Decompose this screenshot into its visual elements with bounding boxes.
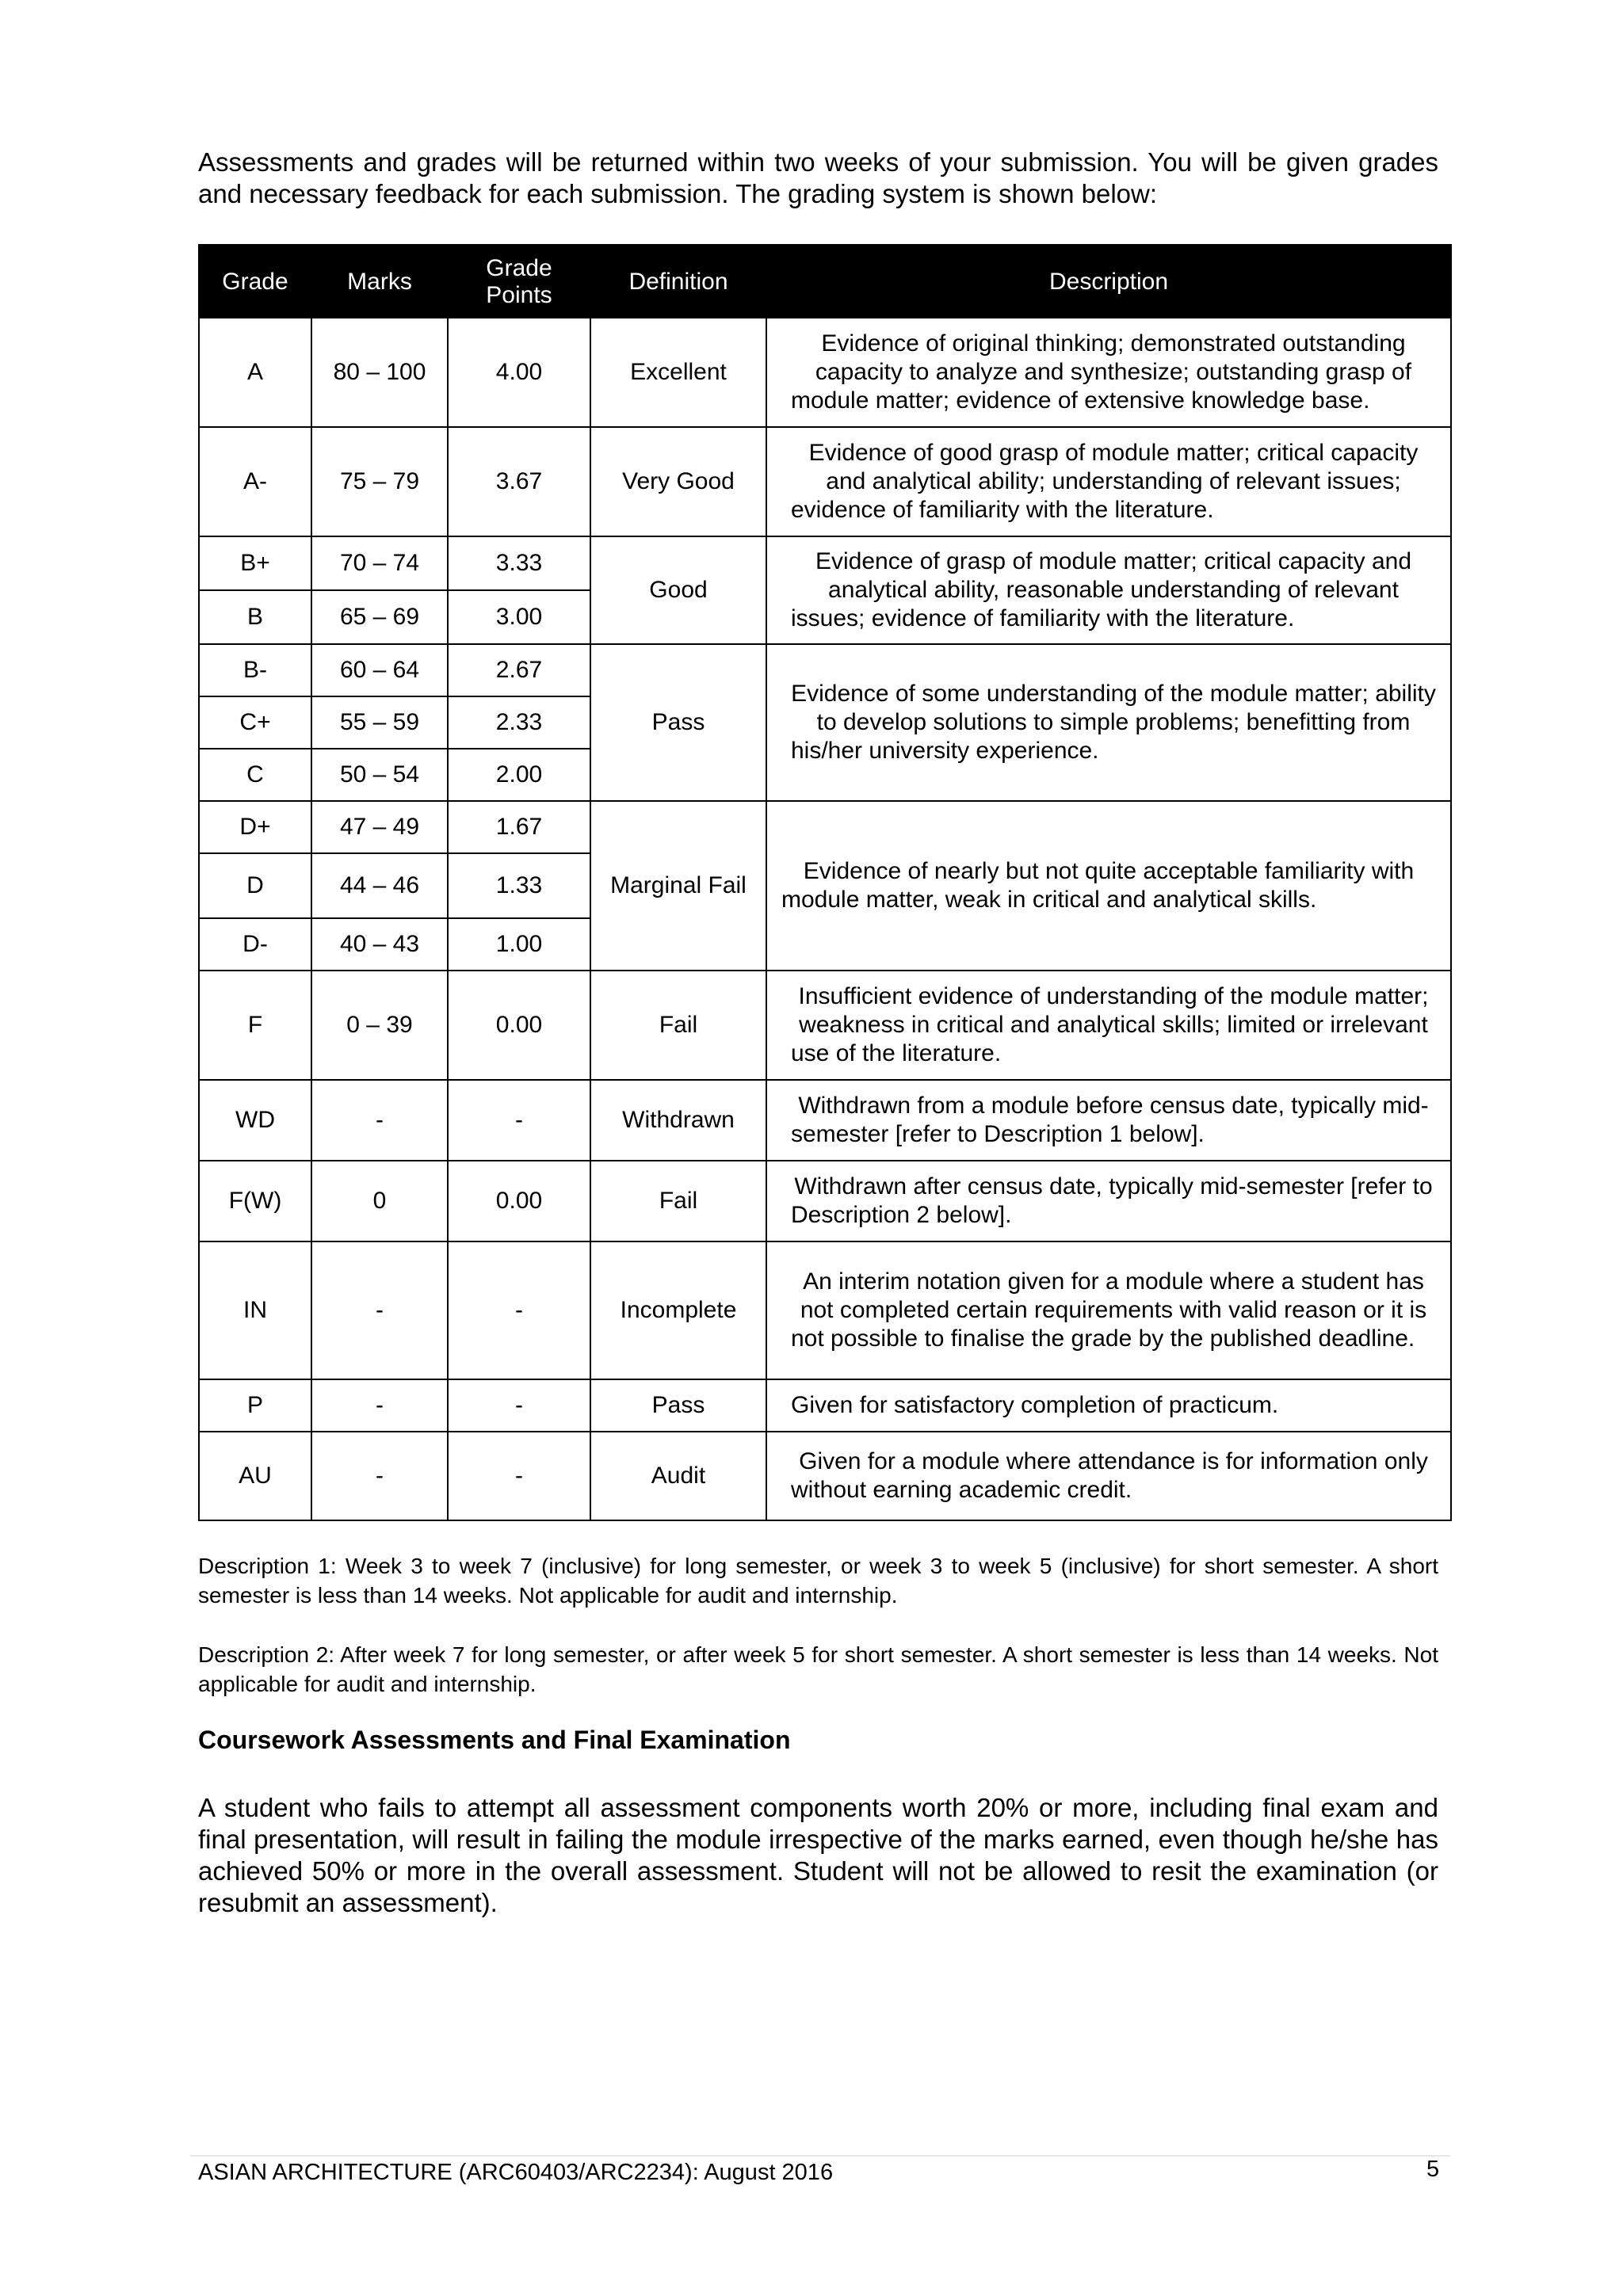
- points-cell: 0.00: [448, 1161, 590, 1241]
- grade-cell: D-: [199, 918, 311, 971]
- grade-cell: C: [199, 749, 311, 801]
- marks-cell: 60 – 64: [311, 644, 448, 696]
- header-grade-points: [448, 246, 590, 318]
- definition-cell: Pass: [590, 1379, 766, 1432]
- marks-cell: 0: [311, 1161, 448, 1241]
- description-cell: Evidence of good grasp of module matter; critical capacity and analytical ability; understanding of relevant issues; evidence of familiarity with the literature.: [766, 427, 1451, 536]
- description-2-note: Description 2: After week 7 for long semester, or after week 5 for short semester. A short semester is less than 14 weeks. Not applicable for audit and internship.: [198, 1642, 1438, 1696]
- definition-cell: Excellent: [590, 318, 766, 427]
- points-cell: -: [448, 1379, 590, 1432]
- table-row: [199, 536, 1451, 590]
- points-cell: 1.33: [448, 853, 590, 918]
- description-cell: Evidence of grasp of module matter; critical capacity and analytical ability, reasonable understanding of relevant issues; evidence of familiarity with the literature.: [766, 536, 1451, 644]
- description-cell: Withdrawn after census date, typically mid-semester [refer to Description 2 below].: [766, 1161, 1451, 1241]
- table-row: [199, 1241, 1451, 1379]
- definition-cell: Fail: [590, 971, 766, 1080]
- footer-course-title: ASIAN ARCHITECTURE (ARC60403/ARC2234): August 2016: [198, 2160, 834, 2185]
- marks-cell: 65 – 69: [311, 590, 448, 644]
- header-description: Description: [766, 246, 1451, 318]
- marks-cell: -: [311, 1241, 448, 1379]
- footer-divider: [190, 2155, 1450, 2157]
- points-cell: -: [448, 1080, 590, 1161]
- grade-cell: P: [199, 1379, 311, 1432]
- marks-cell: 47 – 49: [311, 801, 448, 853]
- definition-cell: Pass: [590, 644, 766, 801]
- marks-cell: 55 – 59: [311, 696, 448, 749]
- grade-cell: A: [199, 318, 311, 427]
- table-row: [199, 1432, 1451, 1520]
- header-points-line1: Grade: [486, 255, 552, 281]
- grade-cell: A-: [199, 427, 311, 536]
- marks-cell: -: [311, 1080, 448, 1161]
- intro-paragraph: Assessments and grades will be returned within two weeks of your submission. You will be given grades and necessary feedback for each submission. The grading system is shown below:: [198, 147, 1438, 208]
- marks-cell: -: [311, 1379, 448, 1432]
- points-cell: 0.00: [448, 971, 590, 1080]
- points-cell: -: [448, 1241, 590, 1379]
- points-cell: 2.67: [448, 644, 590, 696]
- table-row: [199, 801, 1451, 853]
- page-number: 5: [1426, 2157, 1440, 2182]
- grade-cell: B+: [199, 536, 311, 590]
- definition-cell: Very Good: [590, 427, 766, 536]
- points-cell: 1.00: [448, 918, 590, 971]
- grade-cell: B-: [199, 644, 311, 696]
- table-row: [199, 971, 1451, 1080]
- marks-cell: 70 – 74: [311, 536, 448, 590]
- grade-cell: F(W): [199, 1161, 311, 1241]
- marks-cell: 44 – 46: [311, 853, 448, 918]
- points-cell: 3.00: [448, 590, 590, 644]
- table-row: [199, 1080, 1451, 1161]
- description-cell: Evidence of nearly but not quite acceptable familiarity with module matter, weak in critical and analytical skills.: [766, 801, 1451, 971]
- description-cell: Given for satisfactory completion of practicum.: [766, 1379, 1451, 1432]
- description-cell: Insufficient evidence of understanding of the module matter; weakness in critical and analytical skills; limited or irrelevant use of the literature.: [766, 971, 1451, 1080]
- grade-cell: D+: [199, 801, 311, 853]
- grade-cell: F: [199, 971, 311, 1080]
- grade-cell: D: [199, 853, 311, 918]
- description-cell: Withdrawn from a module before census date, typically mid-semester [refer to Description 1 below].: [766, 1080, 1451, 1161]
- marks-cell: 0 – 39: [311, 971, 448, 1080]
- description-cell: Given for a module where attendance is for information only without earning academic credit.: [766, 1432, 1451, 1520]
- definition-cell: Marginal Fail: [590, 801, 766, 971]
- description-cell: An interim notation given for a module where a student has not completed certain requirements with valid reason or it is not possible to finalise the grade by the published deadline.: [766, 1241, 1451, 1379]
- definition-cell: Audit: [590, 1432, 766, 1520]
- points-cell: -: [448, 1432, 590, 1520]
- grade-cell: IN: [199, 1241, 311, 1379]
- grading-table: [198, 244, 1452, 1521]
- description-cell: Evidence of original thinking; demonstrated outstanding capacity to analyze and synthesize; outstanding grasp of module matter; evidence of extensive knowledge base.: [766, 318, 1451, 427]
- header-marks: Marks: [311, 246, 448, 318]
- points-cell: 4.00: [448, 318, 590, 427]
- points-cell: 1.67: [448, 801, 590, 853]
- marks-cell: 75 – 79: [311, 427, 448, 536]
- header-grade: Grade: [199, 246, 311, 318]
- table-row: [199, 644, 1451, 696]
- description-cell: Evidence of some understanding of the module matter; ability to develop solutions to simple problems; benefitting from his/her university experience.: [766, 644, 1451, 801]
- table-row: [199, 427, 1451, 536]
- description-1-note: Description 1: Week 3 to week 7 (inclusive) for long semester, or week 3 to week 5 (inclusive) for short semester. A short semester is less than 14 weeks. Not applicable for audit and internship.: [198, 1554, 1438, 1608]
- header-points-line2: Points: [486, 282, 552, 308]
- marks-cell: 40 – 43: [311, 918, 448, 971]
- points-cell: 3.67: [448, 427, 590, 536]
- marks-cell: -: [311, 1432, 448, 1520]
- table-row: [199, 1161, 1451, 1241]
- definition-cell: Incomplete: [590, 1241, 766, 1379]
- grade-cell: AU: [199, 1432, 311, 1520]
- grade-cell: C+: [199, 696, 311, 749]
- section-paragraph: A student who fails to attempt all assessment components worth 20% or more, including final exam and final presentation, will result in failing the module irrespective of the marks earned, even though he/she has achieved 50% or more in the overall assessment. Student will not be allowed to resit the examination (or resubmit an assessment).: [198, 1793, 1438, 1917]
- table-header-row: [199, 246, 1451, 318]
- table-row: [199, 1379, 1451, 1432]
- grade-cell: B: [199, 590, 311, 644]
- table-row: [199, 318, 1451, 427]
- definition-cell: Good: [590, 536, 766, 644]
- marks-cell: 80 – 100: [311, 318, 448, 427]
- definition-cell: Withdrawn: [590, 1080, 766, 1161]
- section-heading: Coursework Assessments and Final Examination: [198, 1726, 791, 1754]
- points-cell: 3.33: [448, 536, 590, 590]
- points-cell: 2.00: [448, 749, 590, 801]
- marks-cell: 50 – 54: [311, 749, 448, 801]
- points-cell: 2.33: [448, 696, 590, 749]
- header-definition: Definition: [590, 246, 766, 318]
- definition-cell: Fail: [590, 1161, 766, 1241]
- grade-cell: WD: [199, 1080, 311, 1161]
